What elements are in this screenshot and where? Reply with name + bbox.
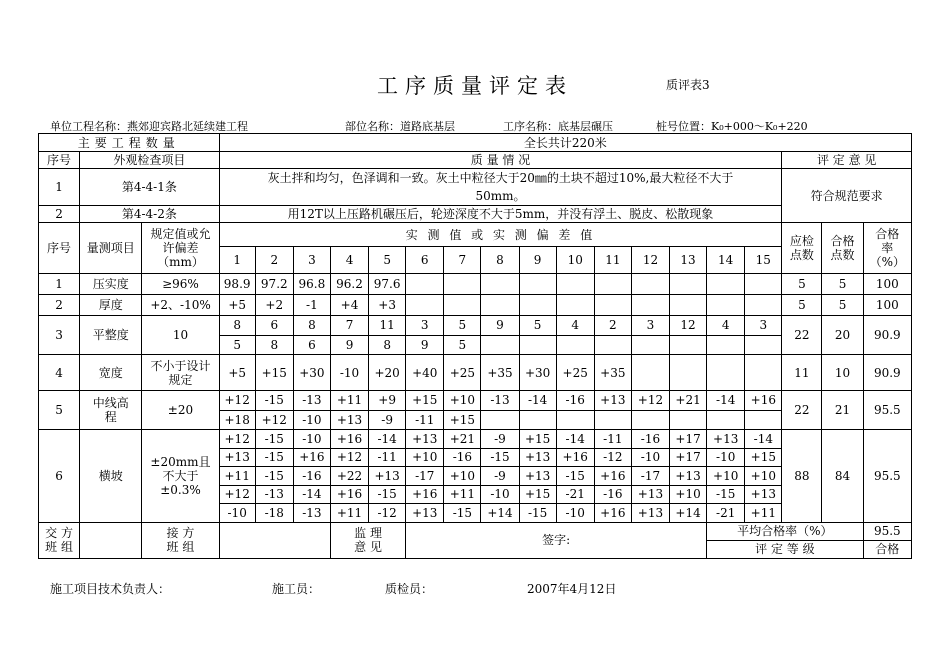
measured-value-cell: -10 <box>293 410 330 430</box>
measured-value-cell: -1 <box>293 295 330 316</box>
pass-points-value: 21 <box>822 391 863 430</box>
measured-value-cell: +25 <box>556 355 594 391</box>
measured-value-cell: +35 <box>481 355 519 391</box>
measured-value-cell: +12 <box>255 410 293 430</box>
measured-value-cell: +21 <box>444 430 481 449</box>
pass-points-value: 5 <box>822 274 863 295</box>
measured-value-cell: 8 <box>255 335 293 355</box>
measured-value-cell: +14 <box>481 504 519 523</box>
measured-value-cell: +16 <box>556 448 594 467</box>
measured-value-cell: -12 <box>369 504 406 523</box>
measured-value-cell: -9 <box>481 430 519 449</box>
measured-header: 实 测 值 或 实 测 偏 差 值 <box>219 223 782 247</box>
measured-value-cell: +13 <box>406 504 444 523</box>
check-points-value: 22 <box>782 316 822 355</box>
measured-value-cell: +13 <box>707 430 745 449</box>
pass-rate-value: 100 <box>863 295 911 316</box>
measured-value-cell: 7 <box>330 316 368 336</box>
main-quantity-label: 主要工程数量 <box>39 134 220 152</box>
measured-value-cell: 97.2 <box>255 274 293 295</box>
column-number: 6 <box>406 247 444 274</box>
measured-value-cell: +2 <box>255 295 293 316</box>
measured-value-cell: -15 <box>444 504 481 523</box>
tolerance-value: +2、-10% <box>142 295 219 316</box>
measured-value-cell: -10 <box>631 448 669 467</box>
measured-value-cell <box>707 335 745 355</box>
measured-value-cell <box>556 410 594 430</box>
tolerance-value: ±20 <box>142 391 219 430</box>
measured-value-cell: +16 <box>594 467 631 486</box>
measured-value-cell <box>670 410 707 430</box>
measure-item: 宽度 <box>80 355 142 391</box>
measured-value-cell: +10 <box>406 448 444 467</box>
check-points-value: 22 <box>782 391 822 430</box>
measured-value-cell <box>707 274 745 295</box>
measured-value-cell: +30 <box>293 355 330 391</box>
measured-value-cell: 8 <box>293 316 330 336</box>
measured-value-cell: -14 <box>519 391 556 411</box>
tolerance-value: ±20mm且不大于±0.3% <box>142 430 219 523</box>
measured-value-cell: 5 <box>444 335 481 355</box>
measured-value-cell: +16 <box>330 485 368 504</box>
appearance-item: 第4-4-1条 <box>80 169 219 206</box>
measured-value-cell: 8 <box>369 335 406 355</box>
measured-value-cell: -14 <box>293 485 330 504</box>
measured-value-cell: +9 <box>369 391 406 411</box>
process-name: 工序名称：底基层碾压 <box>503 120 613 133</box>
measured-value-cell: 9 <box>481 316 519 336</box>
measured-value-cell <box>556 295 594 316</box>
measured-value-cell: +10 <box>707 467 745 486</box>
column-number: 12 <box>631 247 669 274</box>
measured-value-cell: -13 <box>293 391 330 411</box>
measured-value-cell <box>481 295 519 316</box>
measured-value-cell: -14 <box>707 391 745 411</box>
measured-value-cell: -16 <box>556 391 594 411</box>
measured-value-cell <box>556 274 594 295</box>
receiving-team-value <box>219 522 330 558</box>
measured-value-cell: +15 <box>519 430 556 449</box>
check-points-header: 应检点数 <box>782 223 822 274</box>
measured-value-cell <box>631 355 669 391</box>
measured-value-cell: -17 <box>631 467 669 486</box>
appearance-desc: 灰土拌和均匀，色泽调和一致。灰土中粒径大于20㎜的土块不超过10%,最大粒径不大于50mm。 <box>219 169 782 206</box>
pass-points-value: 10 <box>822 355 863 391</box>
pass-points-value: 20 <box>822 316 863 355</box>
measured-value-cell: +5 <box>219 355 255 391</box>
measured-value-cell: 5 <box>444 316 481 336</box>
pass-rate-value: 95.5 <box>863 391 911 430</box>
measured-value-cell: +10 <box>745 467 782 486</box>
main-quantity-value: 全长共计220米 <box>219 134 911 152</box>
pass-rate-header: 合格率（%） <box>863 223 911 274</box>
measured-value-cell <box>519 410 556 430</box>
measured-value-cell: -16 <box>594 485 631 504</box>
measured-value-cell <box>444 274 481 295</box>
appearance-desc: 用12T以上压路机碾压后，轮迹深度不大于5mm，并没有浮土、脱皮、松散现象 <box>219 206 782 223</box>
measured-value-cell: -10 <box>330 355 368 391</box>
measured-value-cell: +12 <box>219 430 255 449</box>
measured-value-cell: 3 <box>745 316 782 336</box>
pass-points-header: 合格点数 <box>822 223 863 274</box>
measured-value-cell: -16 <box>444 448 481 467</box>
measured-value-cell: -13 <box>481 391 519 411</box>
measured-value-cell <box>745 335 782 355</box>
appearance-item: 第4-4-2条 <box>80 206 219 223</box>
check-points-value: 5 <box>782 274 822 295</box>
measured-value-cell: 4 <box>707 316 745 336</box>
measured-value-cell: -10 <box>481 485 519 504</box>
measured-value-cell: 3 <box>406 316 444 336</box>
page-title: 工序质量评定表 <box>377 74 573 98</box>
measured-value-cell <box>594 274 631 295</box>
column-number: 15 <box>745 247 782 274</box>
measured-value-cell: +10 <box>670 485 707 504</box>
measured-value-cell: +16 <box>293 448 330 467</box>
table-row <box>39 274 912 295</box>
measure-item: 横坡 <box>80 430 142 523</box>
measured-value-cell: +18 <box>219 410 255 430</box>
measured-value-cell: +13 <box>745 485 782 504</box>
quality-header: 质 量 情 况 <box>219 152 782 169</box>
inspector-label: 质检员： <box>385 582 434 596</box>
measured-value-cell: -17 <box>406 467 444 486</box>
measured-value-cell: -15 <box>255 391 293 411</box>
measured-value-cell: +11 <box>330 391 368 411</box>
measured-value-cell: +16 <box>406 485 444 504</box>
measured-value-cell <box>745 410 782 430</box>
measured-value-cell: 6 <box>293 335 330 355</box>
measured-value-cell: +16 <box>330 430 368 449</box>
measured-value-cell: -11 <box>406 410 444 430</box>
table-row <box>39 391 912 411</box>
measured-value-cell: -15 <box>481 448 519 467</box>
measure-seq: 3 <box>39 316 80 355</box>
column-number: 9 <box>519 247 556 274</box>
measured-value-cell: +13 <box>519 467 556 486</box>
measured-value-cell: 3 <box>631 316 669 336</box>
measured-value-cell: -10 <box>293 430 330 449</box>
constructor-label: 施工员： <box>272 582 321 596</box>
measure-item: 厚度 <box>80 295 142 316</box>
measured-value-cell: +13 <box>406 430 444 449</box>
measured-value-cell: +13 <box>519 448 556 467</box>
measured-value-cell: -21 <box>556 485 594 504</box>
column-number: 3 <box>293 247 330 274</box>
measured-value-cell: -15 <box>255 448 293 467</box>
measure-seq: 1 <box>39 274 80 295</box>
measured-value-cell: +13 <box>670 467 707 486</box>
measured-value-cell: +30 <box>519 355 556 391</box>
measured-value-cell <box>444 295 481 316</box>
measured-value-cell: 96.2 <box>330 274 368 295</box>
measured-value-cell: +15 <box>406 391 444 411</box>
measured-value-cell: -11 <box>369 448 406 467</box>
check-points-value: 5 <box>782 295 822 316</box>
measured-value-cell: +20 <box>369 355 406 391</box>
column-number: 4 <box>330 247 368 274</box>
column-number: 8 <box>481 247 519 274</box>
measured-value-cell: +22 <box>330 467 368 486</box>
column-number: 14 <box>707 247 745 274</box>
measured-value-cell: +10 <box>444 467 481 486</box>
column-number: 2 <box>255 247 293 274</box>
measured-value-cell: +16 <box>594 504 631 523</box>
measured-value-cell: +15 <box>745 448 782 467</box>
measured-value-cell: -15 <box>707 485 745 504</box>
measured-value-cell: +17 <box>670 430 707 449</box>
measured-value-cell: 5 <box>519 316 556 336</box>
stake-position: 桩号位置：K₀+000～K₀+220 <box>656 120 808 133</box>
measured-value-cell: +11 <box>219 467 255 486</box>
measured-value-cell: 98.9 <box>219 274 255 295</box>
pass-rate-value: 100 <box>863 274 911 295</box>
measured-value-cell: 4 <box>556 316 594 336</box>
measured-value-cell: +10 <box>444 391 481 411</box>
measured-value-cell: -9 <box>481 467 519 486</box>
table-row <box>39 430 912 449</box>
measured-value-cell <box>406 274 444 295</box>
column-number: 10 <box>556 247 594 274</box>
measured-value-cell <box>631 295 669 316</box>
tolerance-value: ≥96% <box>142 274 219 295</box>
measured-value-cell <box>481 274 519 295</box>
measured-value-cell: +13 <box>330 410 368 430</box>
check-points-value: 88 <box>782 430 822 523</box>
handover-team-label: 交 方 班 组 <box>39 522 80 558</box>
measured-value-cell <box>519 335 556 355</box>
measure-item: 压实度 <box>80 274 142 295</box>
pass-points-value: 84 <box>822 430 863 523</box>
measured-value-cell: -13 <box>293 504 330 523</box>
measured-value-cell: -15 <box>519 504 556 523</box>
measured-value-cell: +13 <box>631 504 669 523</box>
measured-value-cell: +13 <box>219 448 255 467</box>
measured-value-cell: -16 <box>631 430 669 449</box>
measured-value-cell: 8 <box>219 316 255 336</box>
measured-value-cell: +5 <box>219 295 255 316</box>
receiving-team-label: 接 方 班 组 <box>142 522 219 558</box>
column-number: 5 <box>369 247 406 274</box>
measured-value-cell: +15 <box>444 410 481 430</box>
opinion-header: 评 定 意 见 <box>782 152 912 169</box>
measured-value-cell <box>406 295 444 316</box>
column-number: 11 <box>594 247 631 274</box>
tech-lead-label: 施工项目技术负责人： <box>50 582 171 596</box>
appearance-seq: 1 <box>39 169 80 206</box>
measured-value-cell: -14 <box>369 430 406 449</box>
unit-project-name: 单位工程名称：燕郊迎宾路北延续建工程 <box>50 120 248 133</box>
measured-value-cell <box>631 274 669 295</box>
measured-value-cell: +11 <box>745 504 782 523</box>
pass-points-value: 5 <box>822 295 863 316</box>
pass-rate-value: 90.9 <box>863 316 911 355</box>
measure-item-header: 量测项目 <box>80 223 142 274</box>
measured-value-cell <box>707 355 745 391</box>
measure-seq: 6 <box>39 430 80 523</box>
grade-value: 合格 <box>863 540 911 558</box>
measured-value-cell: 9 <box>330 335 368 355</box>
column-number: 13 <box>670 247 707 274</box>
measured-value-cell: +35 <box>594 355 631 391</box>
measured-value-cell: -10 <box>556 504 594 523</box>
pass-rate-value: 90.9 <box>863 355 911 391</box>
measured-value-cell: -11 <box>594 430 631 449</box>
measured-value-cell: +13 <box>369 467 406 486</box>
measured-value-cell: -12 <box>594 448 631 467</box>
supervision-label: 监 理 意 见 <box>330 522 405 558</box>
tolerance-value: 不小于设计规定 <box>142 355 219 391</box>
column-number: 1 <box>219 247 255 274</box>
measured-value-cell: 11 <box>369 316 406 336</box>
measured-value-cell: -13 <box>255 485 293 504</box>
opinion-value: 符合规范要求 <box>782 169 912 223</box>
measured-value-cell: 97.6 <box>369 274 406 295</box>
check-points-value: 11 <box>782 355 822 391</box>
measured-value-cell: -15 <box>556 467 594 486</box>
measured-value-cell <box>745 295 782 316</box>
avg-rate-label: 平均合格率（%） <box>707 522 863 540</box>
measured-value-cell <box>707 295 745 316</box>
measured-value-cell: -9 <box>369 410 406 430</box>
measured-value-cell: -15 <box>369 485 406 504</box>
measured-value-cell: +13 <box>631 485 669 504</box>
pass-rate-value: 95.5 <box>863 430 911 523</box>
measured-value-cell: 2 <box>594 316 631 336</box>
measured-value-cell: -10 <box>707 448 745 467</box>
measured-value-cell: -18 <box>255 504 293 523</box>
measured-value-cell: +15 <box>255 355 293 391</box>
report-date: 2007年4月12日 <box>527 582 617 596</box>
measured-value-cell: 12 <box>670 316 707 336</box>
measured-value-cell <box>745 274 782 295</box>
tolerance-header: 规定值或允许偏差（mm） <box>142 223 219 274</box>
measure-seq: 4 <box>39 355 80 391</box>
measured-value-cell: +12 <box>219 485 255 504</box>
measured-value-cell <box>670 335 707 355</box>
measure-item: 平整度 <box>80 316 142 355</box>
table-row <box>39 295 912 316</box>
measured-value-cell: -14 <box>556 430 594 449</box>
form-number: 质评表3 <box>666 78 710 92</box>
measured-value-cell: -15 <box>255 430 293 449</box>
seq-header: 序号 <box>39 152 80 169</box>
measured-value-cell: -16 <box>293 467 330 486</box>
column-number: 7 <box>444 247 481 274</box>
measured-value-cell <box>594 335 631 355</box>
appearance-seq: 2 <box>39 206 80 223</box>
measure-seq: 5 <box>39 391 80 430</box>
measured-value-cell <box>481 410 519 430</box>
table-row <box>39 355 912 391</box>
measured-value-cell <box>481 335 519 355</box>
measured-value-cell: +13 <box>594 391 631 411</box>
measured-value-cell: -10 <box>219 504 255 523</box>
measured-value-cell <box>631 410 669 430</box>
measured-value-cell: -21 <box>707 504 745 523</box>
measured-value-cell <box>631 335 669 355</box>
signature-label: 签字: <box>406 522 707 558</box>
tolerance-value: 10 <box>142 316 219 355</box>
part-name: 部位名称：道路底基层 <box>345 120 455 133</box>
measured-value-cell: +12 <box>631 391 669 411</box>
measured-value-cell: +4 <box>330 295 368 316</box>
measured-value-cell: +16 <box>745 391 782 411</box>
grade-label: 评 定 等 级 <box>707 540 863 558</box>
quality-table <box>38 133 912 559</box>
avg-rate-value: 95.5 <box>863 522 911 540</box>
measured-value-cell <box>556 335 594 355</box>
measured-value-cell: -15 <box>255 467 293 486</box>
measured-value-cell: 9 <box>406 335 444 355</box>
measured-value-cell: +21 <box>670 391 707 411</box>
measured-value-cell: -14 <box>745 430 782 449</box>
measured-value-cell: 96.8 <box>293 274 330 295</box>
measure-item: 中线高程 <box>80 391 142 430</box>
measured-value-cell: 6 <box>255 316 293 336</box>
measure-seq-header: 序号 <box>39 223 80 274</box>
measured-value-cell: +12 <box>219 391 255 411</box>
measured-value-cell <box>670 295 707 316</box>
measured-value-cell: +3 <box>369 295 406 316</box>
measured-value-cell <box>519 274 556 295</box>
measured-value-cell: 5 <box>219 335 255 355</box>
measured-value-cell <box>745 355 782 391</box>
measured-value-cell: +14 <box>670 504 707 523</box>
measured-value-cell: +11 <box>444 485 481 504</box>
measured-value-cell: +25 <box>444 355 481 391</box>
measured-value-cell: +40 <box>406 355 444 391</box>
measured-value-cell <box>707 410 745 430</box>
measured-value-cell: +12 <box>330 448 368 467</box>
measured-value-cell <box>519 295 556 316</box>
measured-value-cell: +17 <box>670 448 707 467</box>
measured-value-cell <box>670 274 707 295</box>
measured-value-cell <box>594 410 631 430</box>
measured-value-cell <box>670 355 707 391</box>
appearance-header: 外观检查项目 <box>80 152 219 169</box>
handover-team-value <box>80 522 142 558</box>
measured-value-cell: +15 <box>519 485 556 504</box>
measured-value-cell <box>594 295 631 316</box>
measured-value-cell: +11 <box>330 504 368 523</box>
table-row <box>39 316 912 336</box>
measure-seq: 2 <box>39 295 80 316</box>
